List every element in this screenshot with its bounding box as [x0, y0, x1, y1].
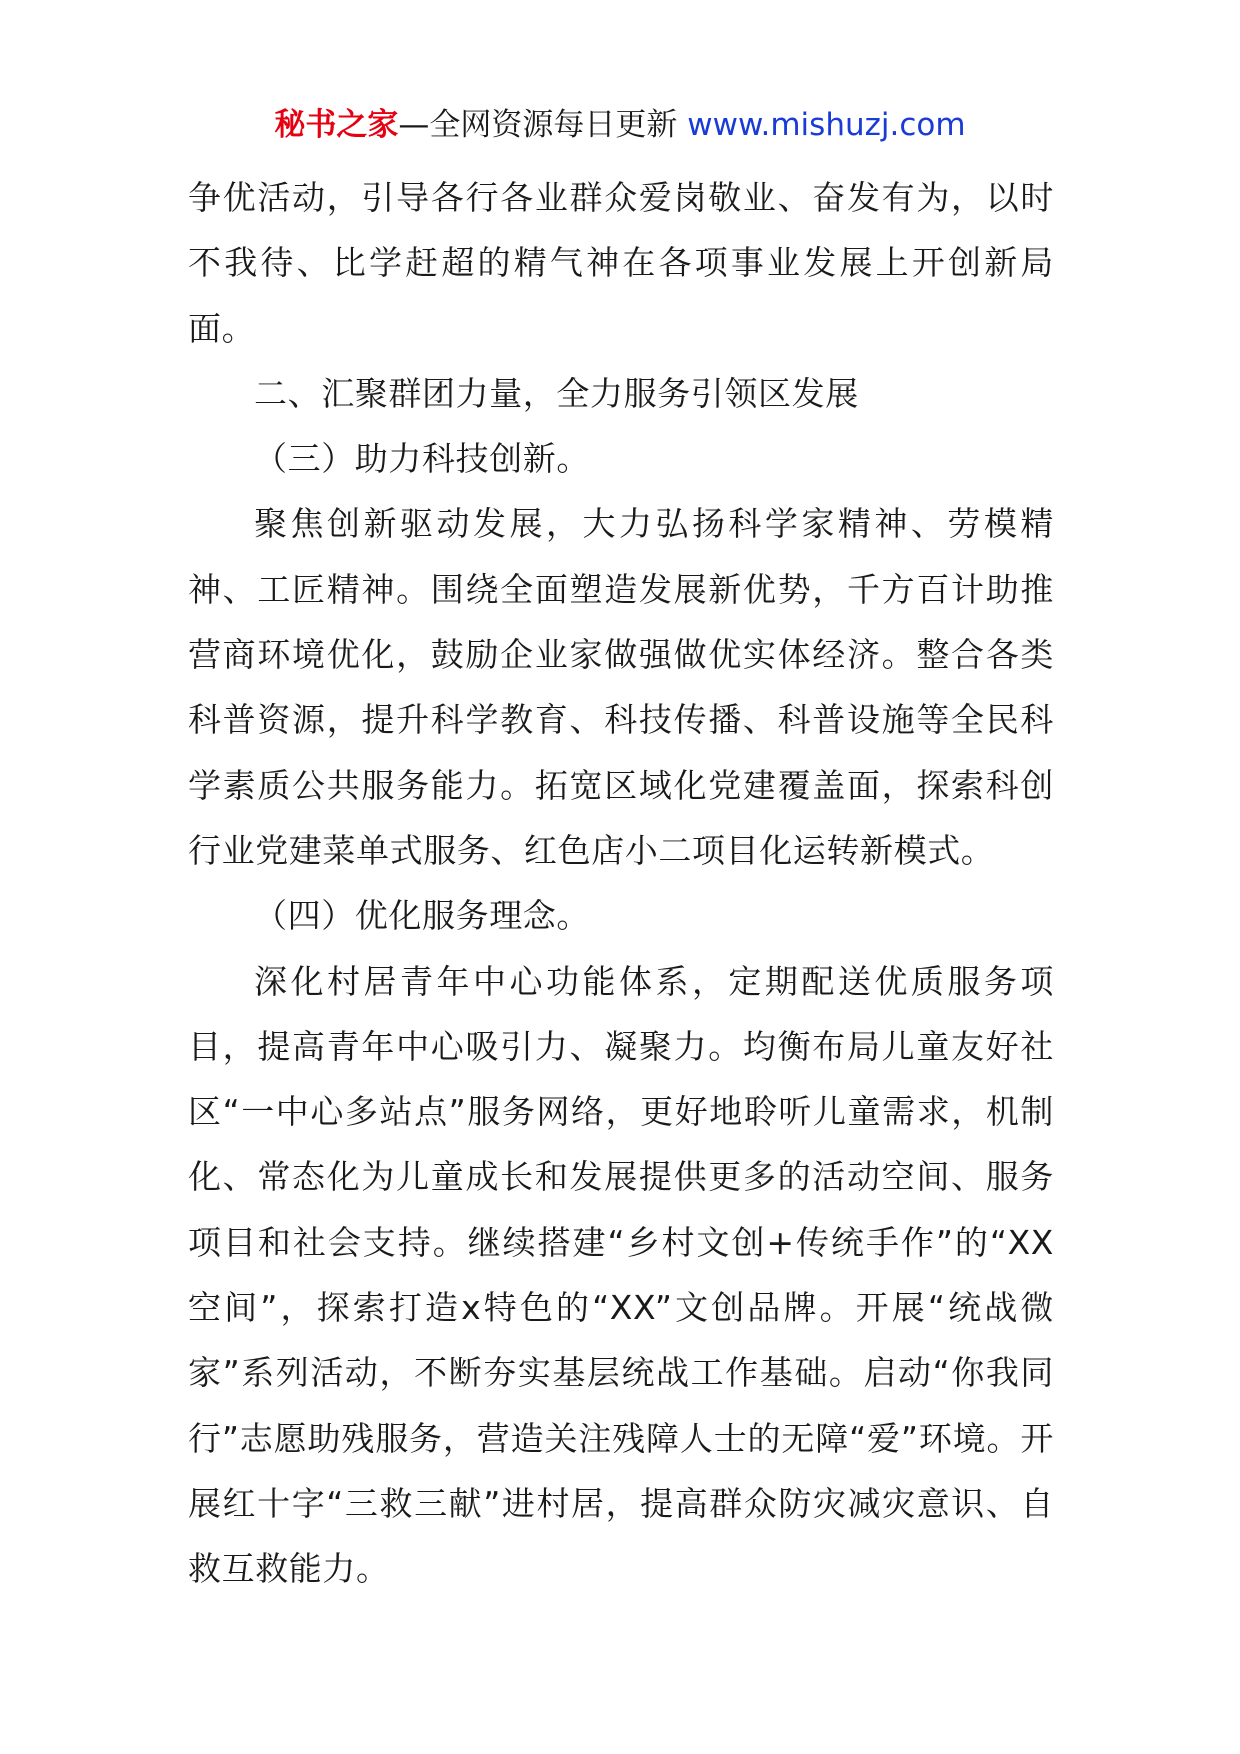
paragraph-continued: 争优活动，引导各行各业群众爱岗敬业、奋发有为，以时不我待、比学赶超的精气神在各项事业发展上开创新局面。 — [188, 178, 1054, 348]
subsection-heading-3: （三）助力科技创新。 — [254, 439, 590, 479]
header-slogan: —全网资源每日更新 — [398, 107, 678, 143]
subsection-heading-4: （四）优化服务理念。 — [254, 896, 590, 936]
page-header — [0, 100, 1240, 150]
paragraph-service-concept: 深化村居青年中心功能体系，定期配送优质服务项目，提高青年中心吸引力、凝聚力。均衡布局儿童友好社区“一中心多站点”服务网络，更好地聆听儿童需求，机制化、常态化为儿童成长和发展提供更多的活动空间、服务项目和社会支持。继续搭建“乡村文创+传统手作”的“XX空间”，探索打造x特色的“XX”文创品牌。开展“统战微家”系列活动，不断夯实基层统战工作基础。启动“你我同行”志愿助残服务，营造关注残障人士的无障“爱”环境。开展红十字“三救三献”进村居，提高群众防灾减灾意识、自救互救能力。 — [188, 961, 1054, 1589]
document-body — [188, 165, 1054, 1602]
site-url[interactable]: www.mishuzj.com — [687, 107, 966, 143]
brand-name: 秘书之家 — [274, 107, 399, 143]
section-heading-2: 二、汇聚群团力量，全力服务引领区发展 — [254, 373, 859, 413]
paragraph-tech-innovation: 聚焦创新驱动发展，大力弘扬科学家精神、劳模精神、工匠精神。围绕全面塑造发展新优势，千方百计助推营商环境优化，鼓励企业家做强做优实体经济。整合各类科普资源，提升科学教育、科技传播、科普设施等全民科学素质公共服务能力。拓宽区域化党建覆盖面，探索科创行业党建菜单式服务、红色店小二项目化运转新模式。 — [188, 504, 1054, 870]
